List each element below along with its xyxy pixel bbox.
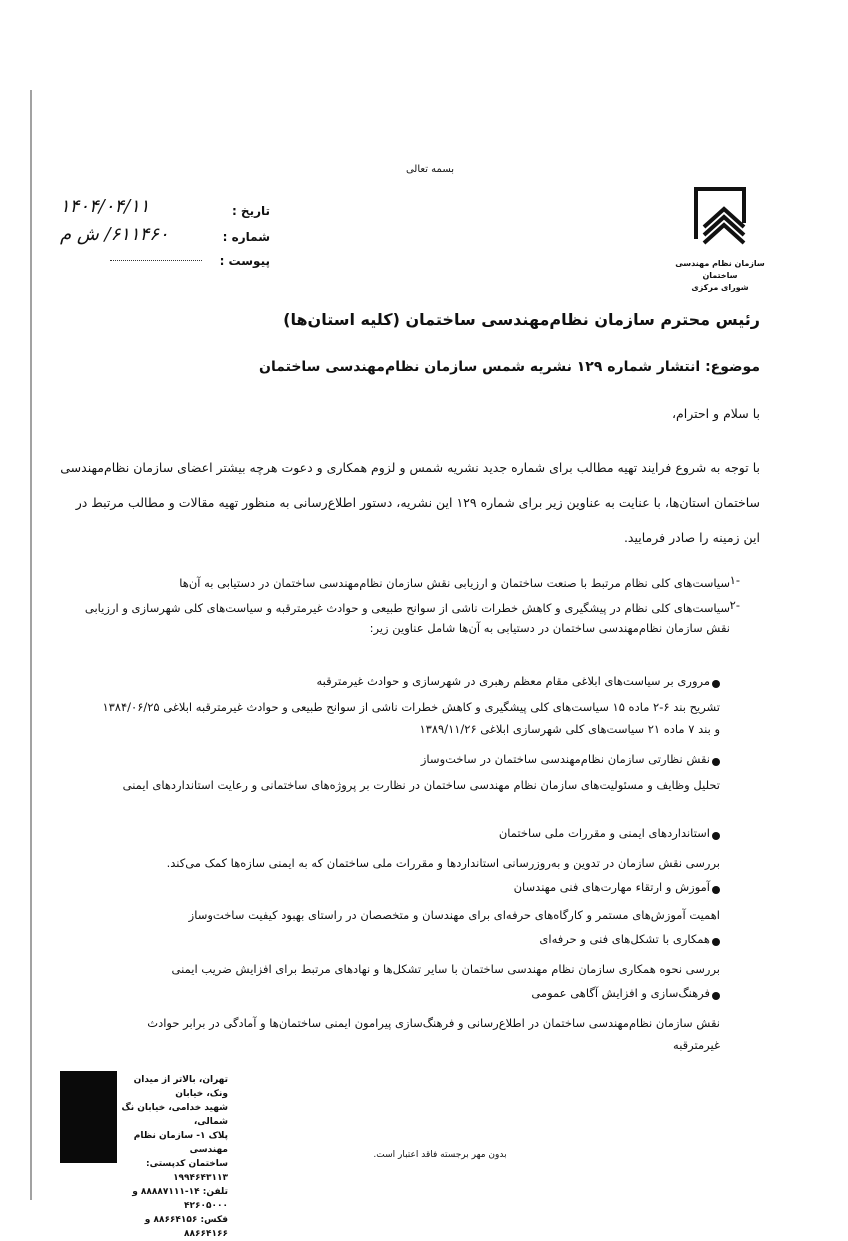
org-name-line2: شورای مرکزی xyxy=(691,283,749,292)
bullet-2-desc: تحلیل وظایف و مسئولیت‌های سازمان نظام مهندسی ساختمان در نظارت بر پروژه‌های ساختمانی و رعایت استانداردهای ایمنی xyxy=(122,778,720,792)
item-2-text: سیاست‌های کلی نظام در پیشگیری و کاهش خطرات ناشی از سوانح طبیعی و حوادث غیرمترقبه و سیاست‌های کلی شهرسازی و ارزیابی نقش سازمان نظام‌مهندسی ساختمان در دستیابی به آن‌ها شامل عناوین زیر: xyxy=(84,601,730,635)
bullet-3-title: استانداردهای ایمنی و مقررات ملی ساختمان xyxy=(498,826,710,840)
bullet-4-title: آموزش و ارتقاء مهارت‌های فنی مهندسان xyxy=(513,880,710,894)
item-1-number: ۱- xyxy=(729,573,740,587)
number-value: ۶۱۱۴۶۰/ ش م xyxy=(60,224,169,245)
footer-black-block xyxy=(60,1071,117,1163)
bullet-2-dot xyxy=(712,758,720,766)
number-label: شماره : xyxy=(222,230,270,244)
bullet-5-dot xyxy=(712,938,720,946)
validity-note: بدون مهر برجسته فاقد اعتبار است. xyxy=(373,1150,507,1160)
subject-line: موضوع: انتشار شماره ۱۲۹ نشریه شمس سازمان نظام‌مهندسی ساختمان xyxy=(259,359,760,375)
bullet-6-dot xyxy=(712,992,720,1000)
footer-address-line: ساختمان کدپستی: ۱۹۹۴۶۴۳۱۱۳ xyxy=(146,1159,228,1183)
footer-address-line: شهید خدامی، خیابان نگ شمالی، xyxy=(121,1103,228,1127)
footer-address-line: فکس: ۸۸۶۶۴۱۵۶ و ۸۸۶۶۴۱۶۶ xyxy=(144,1215,228,1239)
intro-paragraph: با توجه به شروع فرایند تهیه مطالب برای شماره جدید نشریه شمس و لزوم همکاری و دعوت هرچه بیشتر اعضای سازمان نظام‌مهندسی ساختمان استان‌ها، با عنایت به عناوین زیر برای شماره ۱۲۹ این نشریه، دستور اطلاع‌رسانی به منظور تهیه مقالات و مطالب مرتبط در این زمینه را صادر فرمایید. xyxy=(60,460,760,545)
item-2-number: ۲- xyxy=(729,598,740,612)
attachment-label: پیوست : xyxy=(219,254,270,268)
bullet-5-desc: بررسی نحوه همکاری سازمان نظام مهندسی ساختمان با سایر تشکل‌ها و نهادهای مرتبط برای افزایش ضریب ایمنی xyxy=(171,962,720,976)
org-name-line1: سازمان نظام مهندسی ساختمان xyxy=(675,259,765,280)
bullet-1-title: مروری بر سیاست‌های ابلاغی مقام معظم رهبری در شهرسازی و حوادث غیرمترقبه xyxy=(316,674,710,688)
bullet-5-title: همکاری با تشکل‌های فنی و حرفه‌ای xyxy=(539,932,710,946)
org-name xyxy=(670,258,770,294)
org-logo-icon xyxy=(690,183,750,255)
bullet-4-dot xyxy=(712,886,720,894)
bullet-6-desc: نقش سازمان نظام‌مهندسی ساختمان در اطلاع‌رسانی و فرهنگ‌سازی پیرامون ایمنی ساختمان‌ها و آمادگی در برابر حوادث غیرمترقبه xyxy=(147,1016,720,1052)
bullet-3-dot xyxy=(712,832,720,840)
bullet-4-desc: اهمیت آموزش‌های مستمر و کارگاه‌های حرفه‌ای برای مهندسان و متخصصان در راستای بهبود کیفیت ساخت‌وساز xyxy=(188,908,720,922)
footer-address xyxy=(118,1073,228,1241)
bullet-2-title: نقش نظارتی سازمان نظام‌مهندسی ساختمان در ساخت‌وساز xyxy=(420,752,710,766)
bullet-1-desc: تشریح بند ۶-۲ ماده ۱۵ سیاست‌های کلی پیشگیری و کاهش خطرات ناشی از سوانح طبیعی و حوادث غیرمترقبه ابلاغی ۱۳۸۴/۰۶/۲۵ و بند ۷ ماده ۲۱ سیاست‌های کلی شهرسازی ابلاغی ۱۳۸۹/۱۱/۲۶ xyxy=(102,700,720,736)
item-1-text: سیاست‌های کلی نظام مرتبط با صنعت ساختمان و ارزیابی نقش سازمان نظام‌مهندسی ساختمان در دستیابی به آن‌ها xyxy=(179,576,730,590)
scan-edge-line xyxy=(30,90,32,1200)
footer-address-line: تلفن: ۱۴-۸۸۸۸۷۱۱۱ و ۴۲۶۰۵۰۰۰ xyxy=(132,1187,228,1211)
bullet-6-title: فرهنگ‌سازی و افزایش آگاهی عمومی xyxy=(531,986,710,1000)
bismillah: بسمه تعالی xyxy=(405,164,455,175)
date-value: ۱۴۰۴/۰۴/۱۱ xyxy=(60,196,150,217)
recipient-line: رئیس محترم سازمان نظام‌مهندسی ساختمان (کلیه استان‌ها) xyxy=(283,310,760,329)
greeting: با سلام و احترام، xyxy=(671,406,760,421)
bullet-1-dot xyxy=(712,680,720,688)
date-label: تاریخ : xyxy=(231,204,270,218)
bullet-3-desc: بررسی نقش سازمان در تدوین و به‌روزرسانی استانداردها و مقررات ملی ساختمان که به ایمنی سازه‌ها کمک می‌کند. xyxy=(166,856,720,870)
attachment-blank-line xyxy=(110,260,202,261)
footer-address-line: تهران، بالاتر از میدان ونک، خیابان xyxy=(133,1075,228,1099)
footer-address-line: پلاک ۱- سازمان نظام مهندسی xyxy=(133,1131,228,1155)
